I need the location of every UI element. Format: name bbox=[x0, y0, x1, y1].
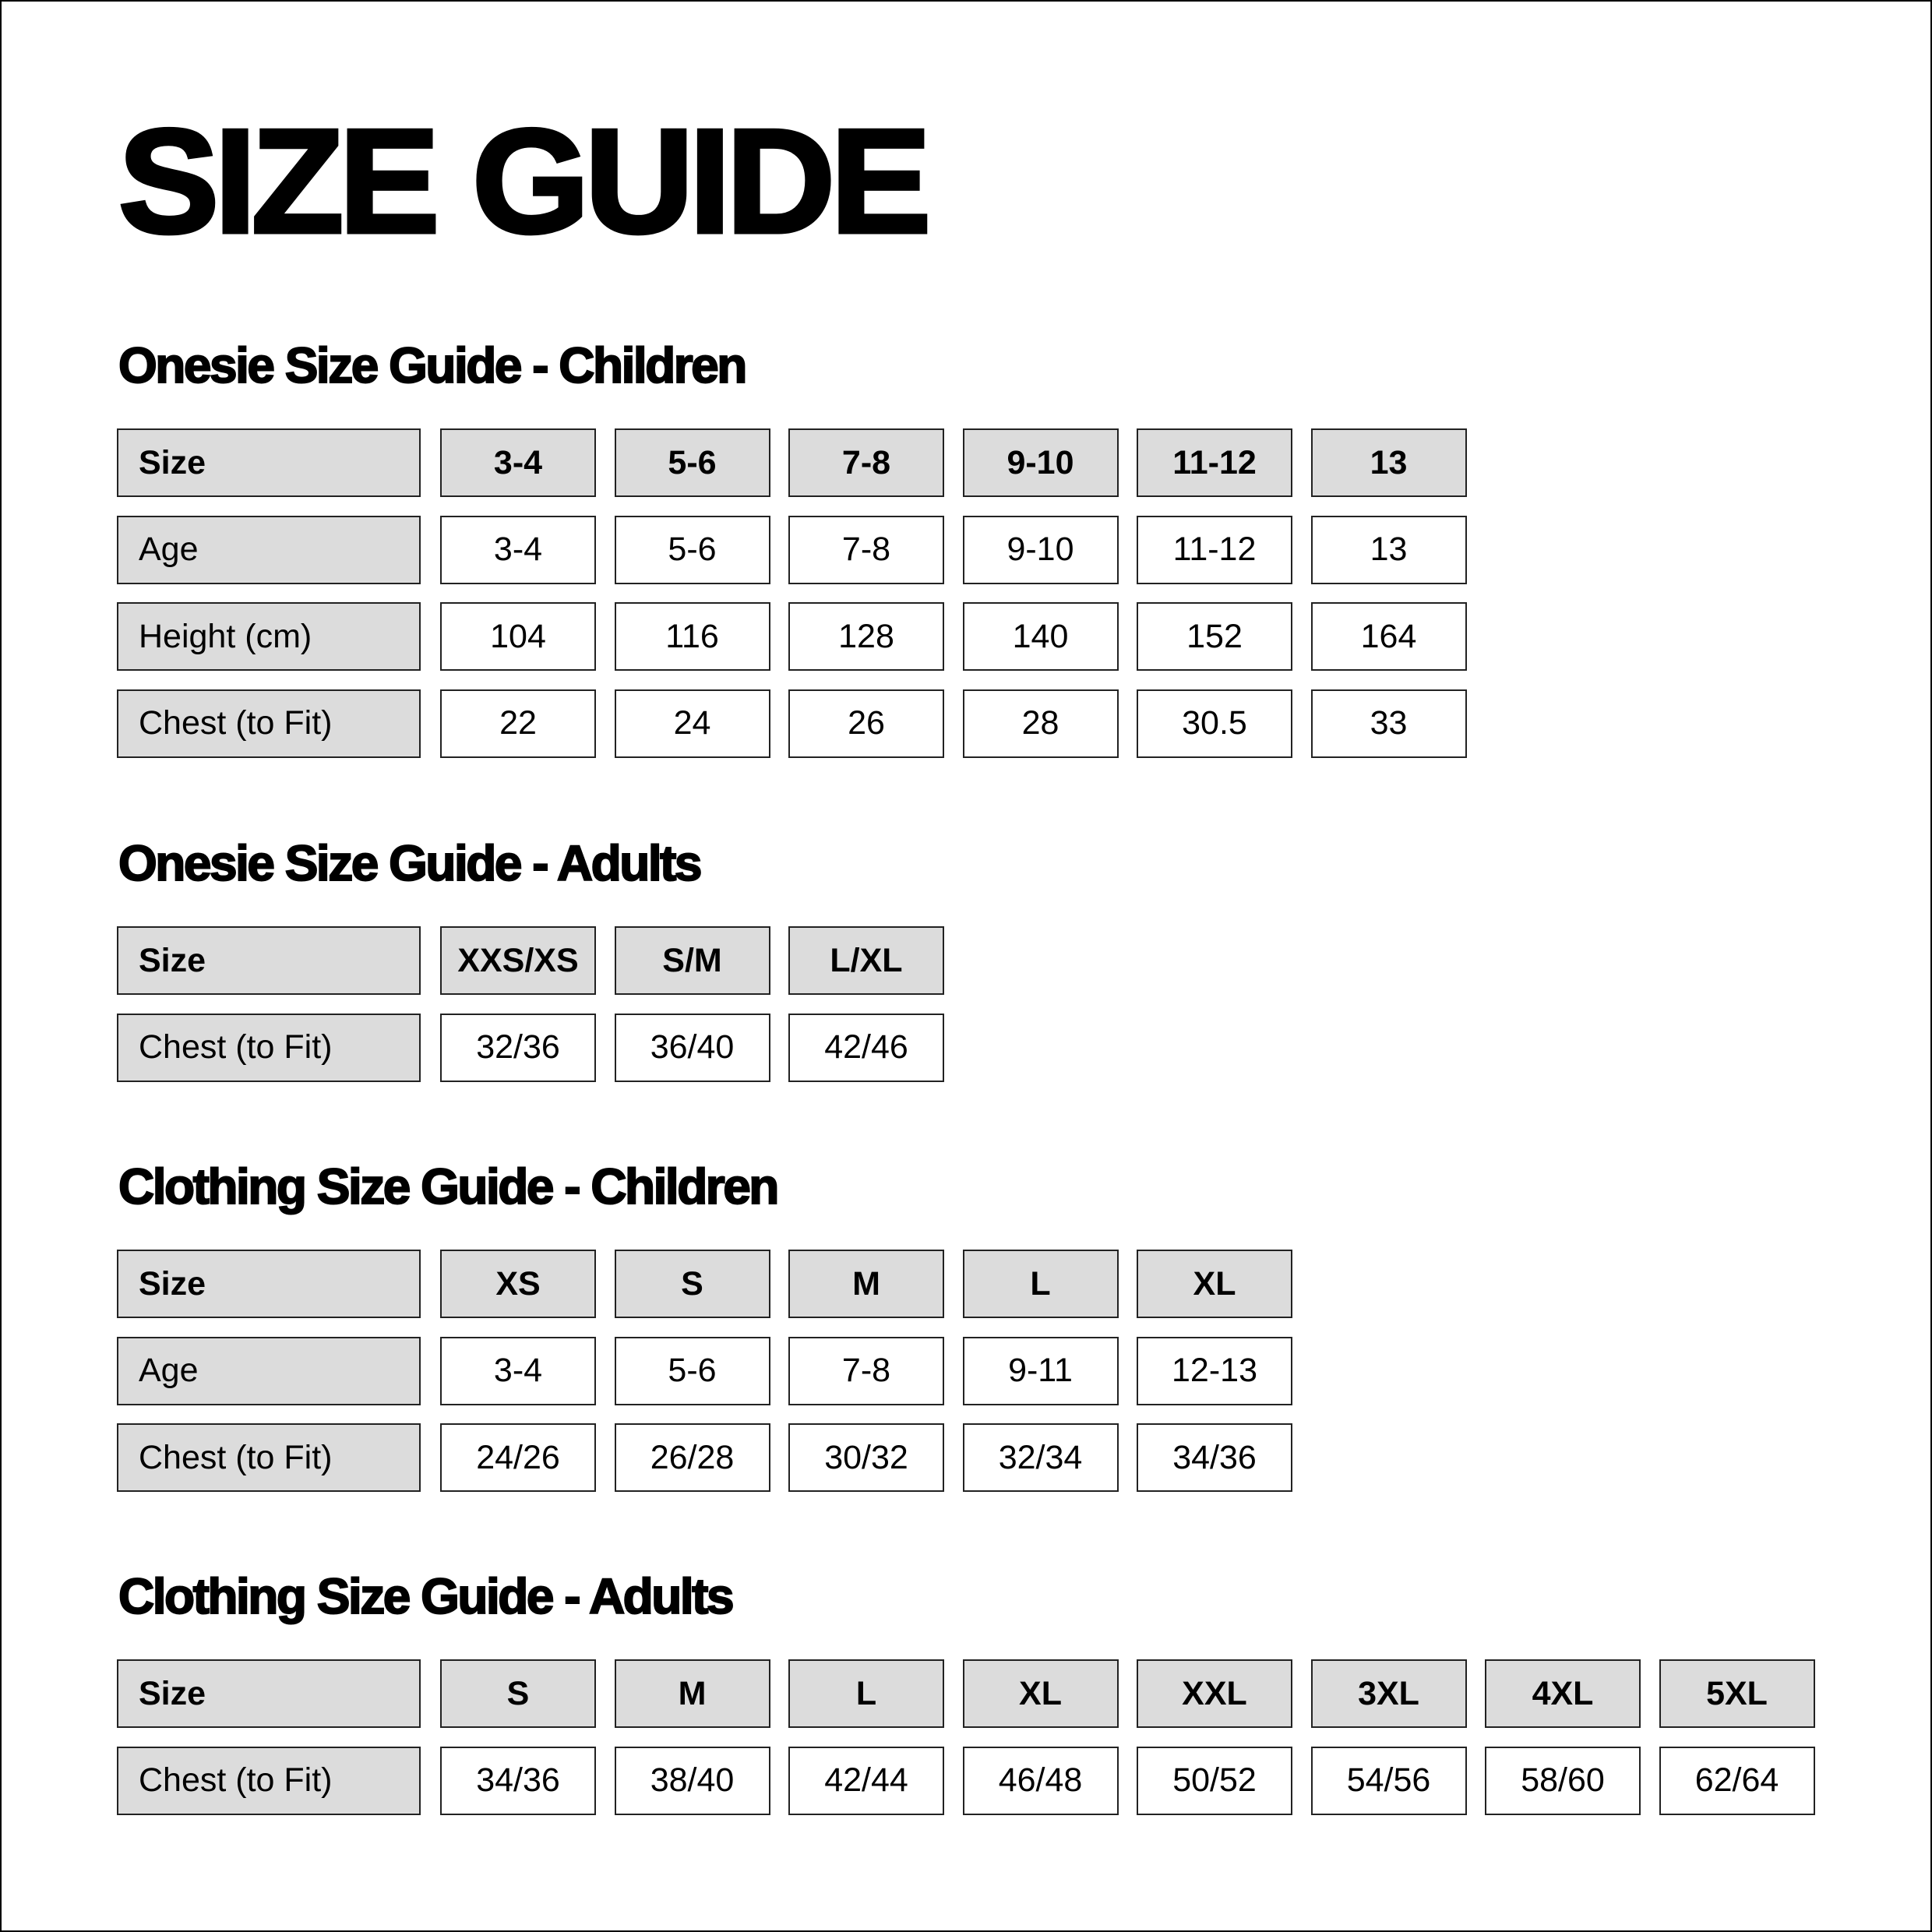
size-header-cell: S bbox=[615, 1250, 770, 1318]
page-title: SIZE GUIDE bbox=[118, 99, 927, 264]
size-header-cell: 4XL bbox=[1485, 1659, 1641, 1728]
row-label: Chest (to Fit) bbox=[139, 1438, 333, 1476]
value-cell: 5-6 bbox=[615, 516, 770, 584]
size-header-cell: 13 bbox=[1311, 428, 1467, 497]
row-label: Chest (to Fit) bbox=[139, 1028, 333, 1066]
value-cell: 9-10 bbox=[963, 516, 1119, 584]
value-cell: 12-13 bbox=[1137, 1337, 1292, 1405]
value-cell: 24/26 bbox=[440, 1423, 596, 1492]
size-header-cell: 3-4 bbox=[440, 428, 596, 497]
row-label: Height (cm) bbox=[139, 617, 312, 655]
size-header-cell: L bbox=[963, 1250, 1119, 1318]
size-header-cell: XXL bbox=[1137, 1659, 1292, 1728]
size-header-cell: S bbox=[440, 1659, 596, 1728]
value-cell: 152 bbox=[1137, 602, 1292, 671]
size-header-cell: 11-12 bbox=[1137, 428, 1292, 497]
value-cell: 33 bbox=[1311, 689, 1467, 758]
value-cell: 9-11 bbox=[963, 1337, 1119, 1405]
row-label-cell bbox=[117, 1014, 421, 1082]
row-label: Size bbox=[139, 443, 206, 481]
size-header-cell: S/M bbox=[615, 926, 770, 995]
value-cell: 62/64 bbox=[1659, 1747, 1815, 1815]
section-heading: Onesie Size Guide - Adults bbox=[118, 835, 700, 891]
value-cell: 104 bbox=[440, 602, 596, 671]
row-label: Size bbox=[139, 1674, 206, 1712]
size-header-cell: L/XL bbox=[788, 926, 944, 995]
size-header-cell: XL bbox=[963, 1659, 1119, 1728]
size-header-cell: XL bbox=[1137, 1250, 1292, 1318]
value-cell: 26 bbox=[788, 689, 944, 758]
row-label-cell bbox=[117, 428, 421, 497]
value-cell: 3-4 bbox=[440, 516, 596, 584]
size-header-cell: 9-10 bbox=[963, 428, 1119, 497]
value-cell: 24 bbox=[615, 689, 770, 758]
value-cell: 34/36 bbox=[1137, 1423, 1292, 1492]
size-header-cell: 3XL bbox=[1311, 1659, 1467, 1728]
value-cell: 32/36 bbox=[440, 1014, 596, 1082]
value-cell: 42/44 bbox=[788, 1747, 944, 1815]
row-label: Size bbox=[139, 941, 206, 979]
value-cell: 26/28 bbox=[615, 1423, 770, 1492]
row-label-cell bbox=[117, 602, 421, 671]
value-cell: 22 bbox=[440, 689, 596, 758]
value-cell: 140 bbox=[963, 602, 1119, 671]
row-label-cell bbox=[117, 689, 421, 758]
row-label: Chest (to Fit) bbox=[139, 1761, 333, 1799]
value-cell: 46/48 bbox=[963, 1747, 1119, 1815]
section-heading: Clothing Size Guide - Children bbox=[118, 1158, 777, 1215]
value-cell: 164 bbox=[1311, 602, 1467, 671]
size-header-cell: L bbox=[788, 1659, 944, 1728]
value-cell: 3-4 bbox=[440, 1337, 596, 1405]
value-cell: 32/34 bbox=[963, 1423, 1119, 1492]
size-header-cell: M bbox=[788, 1250, 944, 1318]
value-cell: 30/32 bbox=[788, 1423, 944, 1492]
size-header-cell: 7-8 bbox=[788, 428, 944, 497]
value-cell: 58/60 bbox=[1485, 1747, 1641, 1815]
row-label-cell bbox=[117, 1423, 421, 1492]
row-label-cell bbox=[117, 926, 421, 995]
value-cell: 42/46 bbox=[788, 1014, 944, 1082]
row-label: Age bbox=[139, 531, 199, 568]
row-label-cell bbox=[117, 1337, 421, 1405]
value-cell: 38/40 bbox=[615, 1747, 770, 1815]
value-cell: 28 bbox=[963, 689, 1119, 758]
value-cell: 7-8 bbox=[788, 1337, 944, 1405]
row-label-cell bbox=[117, 1659, 421, 1728]
value-cell: 116 bbox=[615, 602, 770, 671]
row-label-cell bbox=[117, 1250, 421, 1318]
value-cell: 5-6 bbox=[615, 1337, 770, 1405]
value-cell: 50/52 bbox=[1137, 1747, 1292, 1815]
value-cell: 13 bbox=[1311, 516, 1467, 584]
row-label-cell bbox=[117, 516, 421, 584]
row-label: Chest (to Fit) bbox=[139, 704, 333, 742]
row-label: Age bbox=[139, 1352, 199, 1389]
value-cell: 7-8 bbox=[788, 516, 944, 584]
row-label-cell bbox=[117, 1747, 421, 1815]
row-label: Size bbox=[139, 1264, 206, 1303]
value-cell: 54/56 bbox=[1311, 1747, 1467, 1815]
section-heading: Onesie Size Guide - Children bbox=[118, 337, 746, 393]
size-header-cell: XXS/XS bbox=[440, 926, 596, 995]
size-header-cell: M bbox=[615, 1659, 770, 1728]
size-header-cell: XS bbox=[440, 1250, 596, 1318]
section-heading: Clothing Size Guide - Adults bbox=[118, 1568, 733, 1624]
value-cell: 36/40 bbox=[615, 1014, 770, 1082]
size-header-cell: 5-6 bbox=[615, 428, 770, 497]
value-cell: 128 bbox=[788, 602, 944, 671]
size-header-cell: 5XL bbox=[1659, 1659, 1815, 1728]
value-cell: 30.5 bbox=[1137, 689, 1292, 758]
value-cell: 11-12 bbox=[1137, 516, 1292, 584]
value-cell: 34/36 bbox=[440, 1747, 596, 1815]
